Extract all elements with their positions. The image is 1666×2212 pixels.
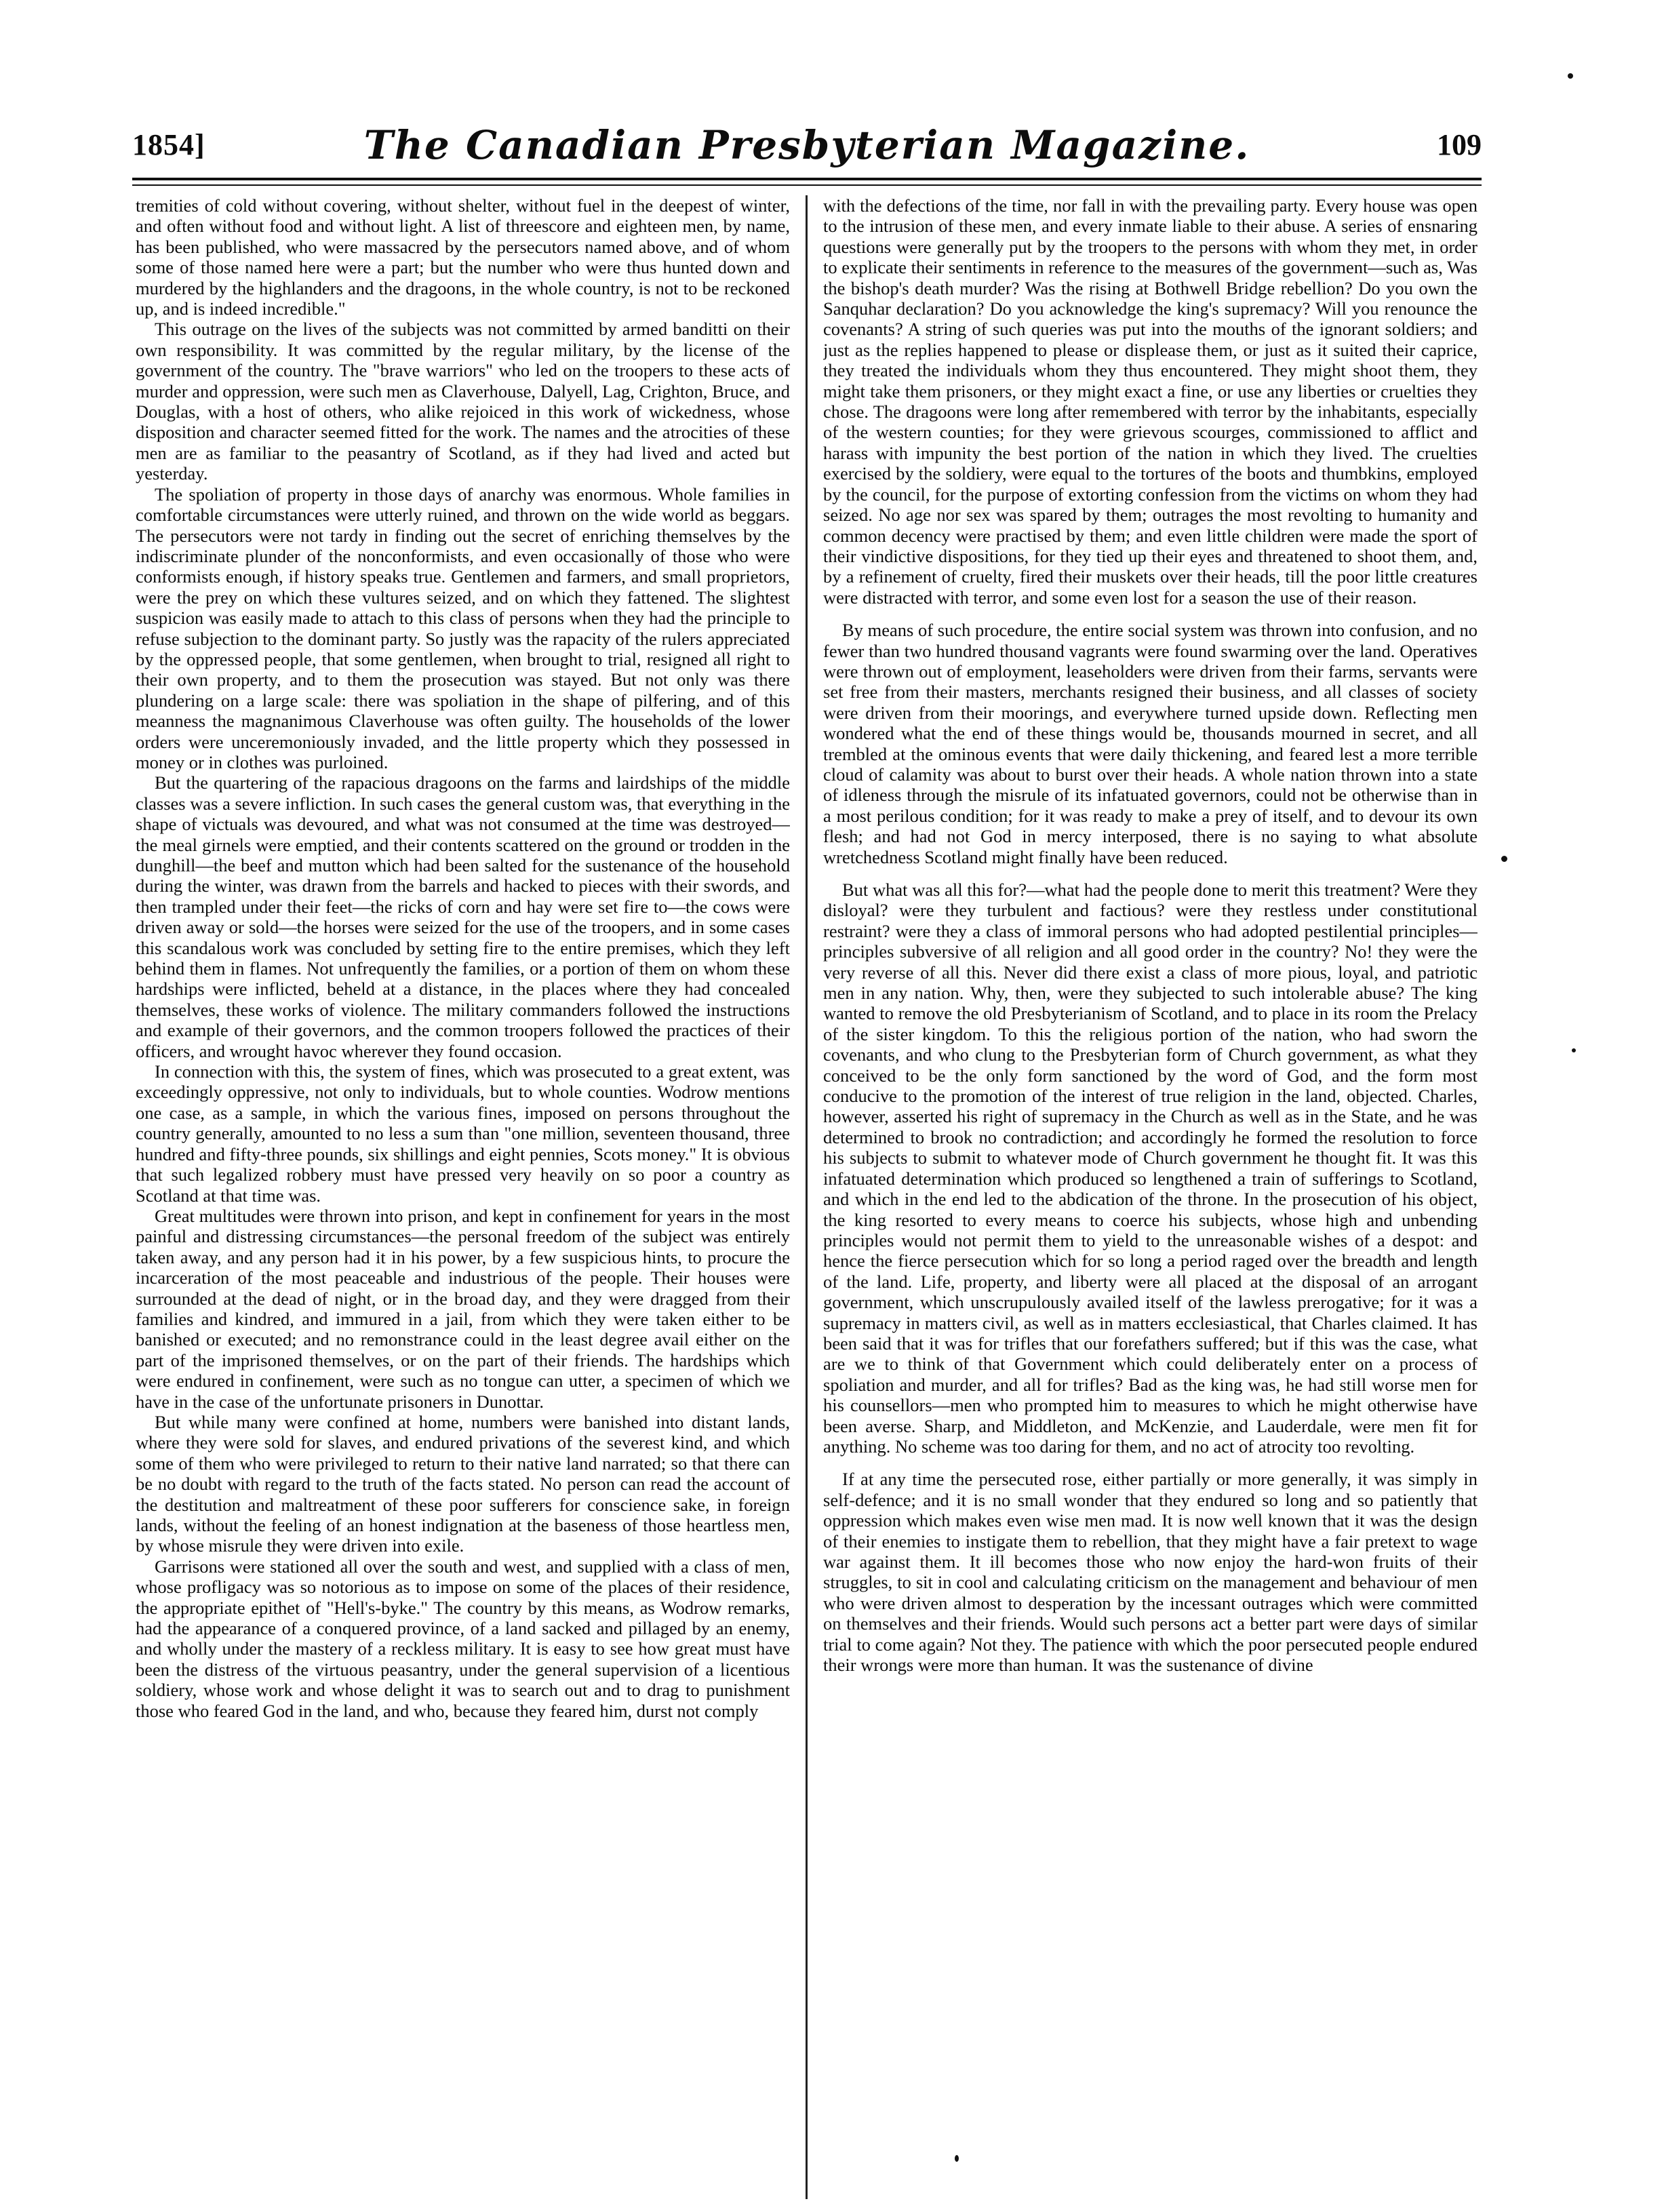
paragraph: If at any time the persecuted rose, either partially or more generally, it was simply in self-defence; and it is no small wonder that they endured so long and so patiently that oppression which makes even wise men mad. It is now well known that it was the design of their enemies to instigate them to rebellion, that they might have a fair pretext to wage war against them. It ill becomes those who now enjoy the hard-won fruits of their struggles, to sit in cool and calculating criticism on the management and behaviour of men who were driven almost to desperation by the incessant outrages which were committed on themselves and their friends. Would such persons act a better part were days of similar trial to come again? Not they. The patience with which the poor persecuted people endured their wrongs were more than human. It was the sustenance of divine xyxy=(823,1469,1477,1676)
header-rule-thin xyxy=(132,184,1482,186)
paragraph: The spoliation of property in those days of anarchy was enormous. Whole families in comfortable circumstances were utterly ruined, and thrown on the wide world as beggars. The persecutors were not tardy in finding out the secret of enriching themselves by the indiscriminate plunder of the nonconformists, and even occasionally of those who were conformists enough, if history speaks true. Gentlemen and farmers, and small proprietors, were the prey on which these vultures seized, and on which they fattened. The slightest suspicion was easily made to attach to this class of persons when they had the principle to refuse subjection to the dominant party. So justly was the rapacity of the rulers appreciated by the oppressed people, that some gentlemen, when brought to trial, resigned all right to their own property, and to them the prosecution was stayed. But not only was there plundering on a large scale: there was spoliation in the shape of pilfering, and of this meanness the magnanimous Claverhouse was often guilty. The households of the lower orders were unceremoniously invaded, and the little property which they possessed in money or in clothes was purloined. xyxy=(136,483,790,772)
magazine-title: The Canadian Presbyterian Magazine. xyxy=(363,122,1250,168)
right-column xyxy=(823,195,1477,2203)
page-number: 109 xyxy=(1437,128,1482,161)
header-year: 1854] xyxy=(132,128,205,161)
paragraph: In connection with this, the system of fines, which was prosecuted to a great extent, was exceedingly oppressive, not only to individuals, but to whole counties. Wodrow mentions one case, as a sample, in which the various fines, imposed on persons throughout the country generally, amounted to no less a sum than "one million, seventeen thousand, three hundred and fifty-three pounds, six shillings and eight pennies, Scots money." It is obvious that such legalized robbery must have pressed very heavily on so poor a country as Scotland at that time was. xyxy=(136,1061,790,1206)
paragraph: tremities of cold without covering, without shelter, without fuel in the deepest of winter, and often without food and without light. A list of threescore and eighteen men, by name, has been published, who were massacred by the persecutors named above, and of whom some of those named here were a part; but the number who were thus hunted down and murdered by the highlanders and the dragoons, in the whole country, is not to be reckoned up, and is indeed incredible." xyxy=(136,195,790,319)
paragraph: This outrage on the lives of the subjects was not committed by armed banditti on their own responsibility. It was committed by the regular military, by the license of the government of the country. The "brave warriors" who led on the troopers to these acts of murder and oppression, were such men as Claverhouse, Dalyell, Lag, Crighton, Bruce, and Douglas, with a host of others, who alike rejoiced in this work of wickedness, whose disposition and character seemed fitted for the work. The names and the atrocities of these men are as familiar to the peasantry of Scotland, as if they had lived and acted but yesterday. xyxy=(136,319,790,484)
paragraph: But the quartering of the rapacious dragoons on the farms and lairdships of the middle classes was a severe infliction. In such cases the general custom was, that everything in the shape of victuals was devoured, and what was not consumed at the time was destroyed—the meal girnels were emptied, and their contents scattered on the ground or trodden in the dunghill—the beef and mutton which had been salted for the sustenance of the household during the winter, was drawn from the barrels and hacked to pieces with their swords, and then trampled under their feet—the ricks of corn and hay were set fire to—the cows were driven away or sold—the horses were seized for the use of the troopers, and in some cases this scandalous work was concluded by setting fire to the entire premises, which they left behind them in flames. Not unfrequently the families, or a portion of them on whom these hardships were inflicted, beheld at a distance, in the places where they had concealed themselves, these works of violence. The military commanders followed the instructions and example of their governors, and the common troopers followed the practices of their officers, and wrought havoc wherever they found occasion. xyxy=(136,772,790,1061)
paragraph: But while many were confined at home, numbers were banished into distant lands, where they were sold for slaves, and endured privations of the severest kind, and which some of them who were privileged to return to their native land narrated; so that there can be no doubt with regard to the truth of the facts stated. No person can read the account of the destitution and maltreatment of these poor sufferers for conscience sake, in foreign lands, without the feeling of an honest indignation at the baseness of those heartless men, by whose misrule they were driven into exile. xyxy=(136,1411,790,1556)
left-column xyxy=(136,195,790,2203)
paragraph: By means of such procedure, the entire social system was thrown into confusion, and no fewer than two hundred thousand vagrants were found swarming over the land. Operatives were thrown out of employment, leaseholders were driven from their farms, servants were set free from their masters, merchants resigned their business, and all classes of society were driven from their moorings, and everywhere turned upside down. Reflecting men wondered what the end of these things would be, thousands mourned in secret, and all trembled at the ominous events that were daily thickening, and feared lest a more terrible cloud of calamity was about to burst over their heads. A whole nation thrown into a state of idleness through the misrule of its infatuated governors, could not be otherwise than in a most perilous condition; for it was ready to make a prey of itself, and to devour its own flesh; and had not God in mercy interposed, there is no saying to what absolute wretchedness Scotland might finally have been reduced. xyxy=(823,620,1477,867)
paragraph: with the defections of the time, nor fall in with the prevailing party. Every house was open to the intrusion of these men, and every inmate liable to their abuse. A series of ensnaring questions were generally put by the troopers to the persons with whom they met, in order to explicate their sentiments in reference to the measures of the government—such as, Was the bishop's death murder? Was the rising at Bothwell Bridge rebellion? Do you own the Sanquhar declaration? Do you acknowledge the king's supremacy? Will you renounce the covenants? A string of such queries was put into the mouths of the ignorant soldiers; and just as the replies happened to please or displease them, or just as it suited their caprice, they treated the individuals whom they thus encountered. They might shoot them, they might take them prisoners, or they might exact a fine, or use any liberties or cruelties they chose. The dragoons were long after remembered with terror by the inhabitants, especially of the western counties; for they were grievous scourges, commissioned to afflict and harass with impunity the best portion of the nation in which they lived. The cruelties exercised by the soldiery, were equal to the tortures of the boots and thumbkins, employed by the council, for the purpose of extorting confession from the victims on whom they had seized. No age nor sex was spared by them; outrages the most revolting to humanity and common decency were practised by them; and even little children were made the sport of their vindictive dispositions, for they tied up their eyes and threatened to shoot them, and, by a refinement of cruelty, fired their muskets over their heads, till the poor little creatures were distracted with terror, and some even lost for a season the use of their reason. xyxy=(823,195,1477,608)
paragraph: But what was all this for?—what had the people done to merit this treatment? Were they disloyal? were they turbulent and factious? were they restless under constitutional restraint? were they a class of immoral persons who had adopted pestilential principles—principles subversive of all religion and all good order in the country? No! they were the very reverse of all this. Never did there exist a class of more pious, loyal, and patriotic men in any nation. Why, then, were they subjected to such intolerable abuse? The king wanted to remove the old Presbyterianism of Scotland, and to place in its room the Prelacy of the sister kingdom. To this the religious portion of the nation, who had sworn the covenants, and who clung to the Presbyterian form of Church government, as what they conceived to be the only form sanctioned by the word of God, and the form most conducive to the promotion of the interest of true religion in the land, objected. Charles, however, asserted his right of supremacy in the Church as well as in the State, and he was determined to brook no contradiction; and accordingly he formed the resolution to force his subjects to submit to whatever mode of Church government he thought fit. It was this infatuated determination which produced so lengthened a train of sufferings to Scotland, and which in the end led to the abdication of the throne. In the prosecution of his object, the king resorted to every means to coerce his subjects, whose high and unbending principles would not permit them to yield to the unreasonable wishes of a despot: and hence the fierce persecution which for so long a period raged over the breadth and length of the land. Life, property, and liberty were all placed at the disposal of an arrogant government, which unscrupulously availed itself of the lawless prerogative; for it was a supremacy in matters civil, as well as in matters ecclesiastical, that Charles claimed. It has been said that it was for trifles that our forefathers suffered; but if this was the case, what are we to think of that Government which could deliberately enter on a process of spoliation and murder, and all for trifles? Bad as the king was, he had still worse men for his counsellors—men who prompted him to measures to which he might otherwise have been averse. Sharp, and Middleton, and McKenzie, and Lauderdale, were men fit for anything. No scheme was too daring for them, and no act of atrocity too revolting. xyxy=(823,880,1477,1457)
ink-speck xyxy=(955,2155,959,2162)
page-header xyxy=(132,122,1482,176)
paragraph: Garrisons were stationed all over the south and west, and supplied with a class of men, whose profligacy was so notorious as to impose on some of the places of their residence, the appropriate epithet of "Hell's-byke." The country by this means, as Wodrow remarks, had the appearance of a conquered province, of a land sacked and pillaged by an enemy, and wholly under the mastery of a reckless military. It is easy to see how great must have been the distress of the virtuous peasantry, under the general supervision of a licentious soldiery, whose work and whose delight it was to search out and to drag to punishment those who feared God in the land, and who, because they feared him, durst not comply xyxy=(136,1556,790,1721)
paragraph: Great multitudes were thrown into prison, and kept in confinement for years in the most painful and distressing circumstances—the personal freedom of the subject was entirely taken away, and any person had it in his power, by a few suspicious hints, to procure the incarceration of the most peaceable and industrious of the people. Their houses were surrounded at the dead of night, or in the broad day, and they were dragged from their families and kindred, and immured in a jail, from which they were taken either to be banished or executed; and no remonstrance could in the least degree avail either on the part of the imprisoned themselves, or on the part of their friends. The hardships which were endured in confinement, were such as no tongue can utter, a specimen of which we have in the case of the unfortunate prisoners in Dunottar. xyxy=(136,1205,790,1412)
column-divider xyxy=(806,195,808,2199)
ink-speck xyxy=(1568,73,1573,79)
ink-speck xyxy=(1572,1048,1576,1052)
header-rule-thick xyxy=(132,178,1482,180)
ink-speck xyxy=(1501,856,1507,862)
